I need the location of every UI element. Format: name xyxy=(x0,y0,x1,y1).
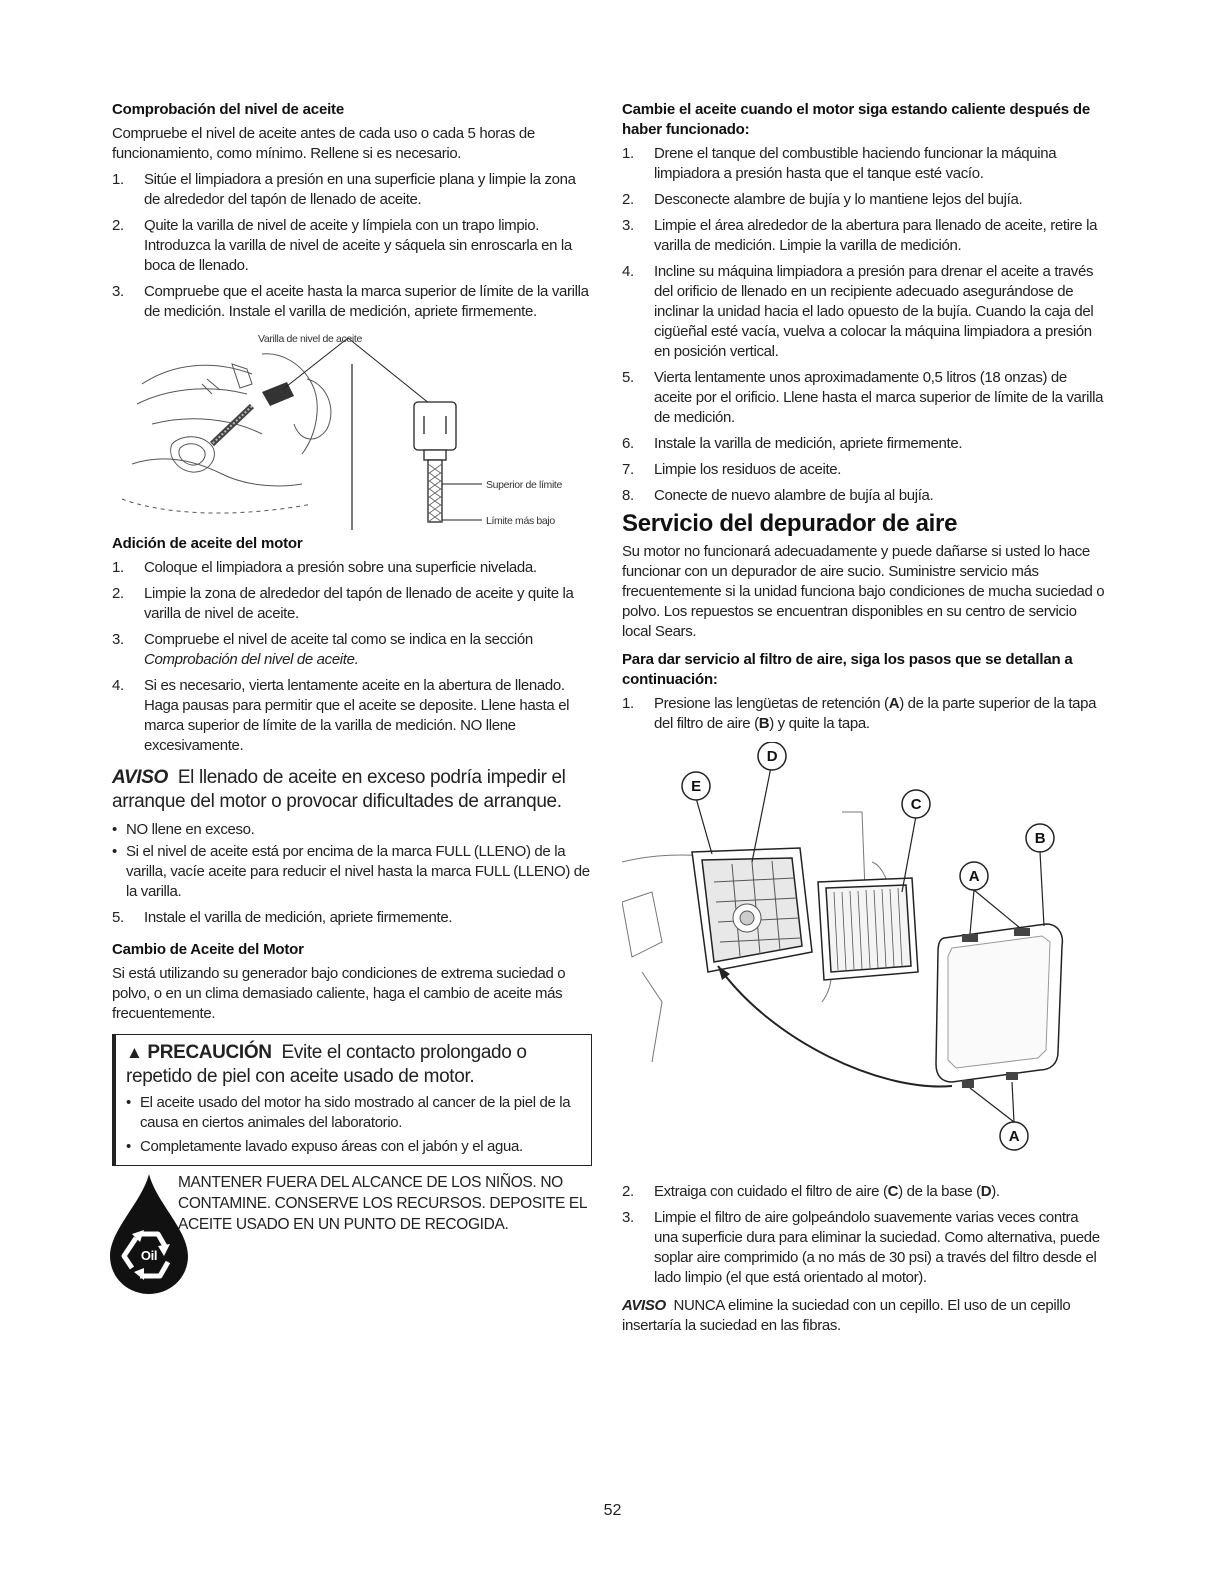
notice-bullets xyxy=(112,820,592,902)
list-item: 3. Compruebe que el aceite hasta la marca superior de límite de la varilla de medición. Instale el varilla de medición, apriete firmemente. xyxy=(112,283,589,320)
air-cleaner-steps-2-3 xyxy=(622,1182,1106,1288)
upper-limit-label: Superior de límite xyxy=(486,479,562,491)
notice-tag: AVISO xyxy=(622,1297,666,1314)
section-title-oil-check: Comprobación del nivel de aceite xyxy=(112,101,344,118)
list-item: • El aceite usado del motor ha sido mostrado al cancer de la piel de la causa en ciertos animales del laboratorio. xyxy=(126,1093,583,1133)
list-item: • NO llene en exceso. xyxy=(112,820,592,840)
oil-logo-word: Oil xyxy=(140,1248,158,1263)
notice-overfill: AVISO El llenado de aceite en exceso podría impedir el arranque del motor o provocar dificultades de arranque. xyxy=(112,767,566,812)
list-item: 4. Si es necesario, vierta lentamente aceite en la abertura de llenado. Haga pausas para permitir que el aceite se deposite. Llene hasta el marca superior de límite de la varilla de medición. NO llene excesivamente. xyxy=(112,677,570,754)
list-item: 5. Instale el varilla de medición, apriete firmemente. xyxy=(112,909,453,926)
section-title-hot-oil-change: Cambie el aceite cuando el motor siga estando caliente después de haber funcionado: xyxy=(622,101,1090,138)
list-item: 3. Limpie el filtro de aire golpeándolo suavemente varias veces contra una superficie dura para eliminar la suciedad. Como alternativa, puede soplar aire comprimido (a no más de 30 psi) a través del filtro desde el lado limpio (el que está orientado al motor). xyxy=(622,1209,1100,1286)
list-item: 1. Sitúe el limpiadora a presión en una superficie plana y limpie la zona de alrededor del tapón de llenado de aceite. xyxy=(112,171,576,208)
label-d: D xyxy=(766,748,778,765)
label-a-bottom: A xyxy=(1008,1128,1020,1145)
list-item: 5. Vierta lentamente unos aproximadamente 0,5 litros (18 onzas) de aceite por el orificio. Llene hasta el marca superior de límite de la varilla de medición. xyxy=(622,369,1104,426)
dipstick-label: Varilla de nivel de aceite xyxy=(258,333,362,345)
right-column xyxy=(622,100,1106,1342)
list-item: 3. Limpie el área alrededor de la abertura para llenado de aceite, retire la varilla de medición. Limpie la varilla de medición. xyxy=(622,217,1098,254)
list-item: 2. Quite la varilla de nivel de aceite y límpiela con un trapo limpio. Introduzca la varilla de nivel de aceite y sáquela sin enroscarla en la boca de llenado. xyxy=(112,217,572,274)
oil-recycling-notice xyxy=(112,1172,592,1292)
list-item: 4. Incline su máquina limpiadora a presión para drenar el aceite a través del orificio de llenado en un recipiente adecuado asegurándose de inclinar la unidad hacia el lado opuesto de la bujía. Cuando la caja del cigüeñal esté vacía, vuelva a colocar la máquina limpiadora a presión en posición vertical. xyxy=(622,263,1094,360)
list-item: 1. Coloque el limpiadora a presión sobre una superficie nivelada. xyxy=(112,559,537,576)
section-title-add-oil: Adición de aceite del motor xyxy=(112,535,303,552)
list-item: 3. Compruebe el nivel de aceite tal como se indica en la sección Comprobación del nivel de aceite. xyxy=(112,631,533,668)
caution-box: ▲ PRECAUCIÓN Evite el contacto prolongado o repetido de piel con aceite usado de motor. • El aceite usado del motor ha sido mostrado al cancer de la piel de la causa en ciertos animales del laboratorio. • Completamente lavado expuso áreas con el jabón y el agua. xyxy=(112,1034,592,1166)
oil-check-intro: Compruebe el nivel de aceite antes de cada uso o cada 5 horas de funcionamiento, como mínimo. Rellene si es necesario. xyxy=(112,125,535,162)
list-item: • Completamente lavado expuso áreas con el jabón y el agua. xyxy=(126,1137,583,1157)
air-cleaner-step-1 xyxy=(622,694,1106,734)
caution-tag: PRECAUCIÓN xyxy=(147,1042,272,1063)
lower-limit-label: Límite más bajo xyxy=(486,515,555,527)
section-title-oil-change: Cambio de Aceite del Motor xyxy=(112,941,304,958)
left-column xyxy=(112,100,592,1292)
air-cleaner-subtitle: Para dar servicio al filtro de aire, siga los pasos que se detallan a continuación: xyxy=(622,651,1073,688)
list-item: 1. Presione las lengüetas de retención (A) de la parte superior de la tapa del filtro de aire (B) y quite la tapa. xyxy=(622,695,1097,732)
air-filter-illustration xyxy=(622,742,1106,1182)
oil-notice-text: MANTENER FUERA DEL ALCANCE DE LOS NIÑOS. NO CONTAMINE. CONSERVE LOS RECURSOS. DEPOSITE EL ACEITE USADO EN UN PUNTO DE RECOGIDA. xyxy=(178,1174,587,1233)
list-item: 1. Drene el tanque del combustible haciendo funcionar la máquina limpiadora a presión hasta que el tanque esté vacío. xyxy=(622,145,1057,182)
label-c: C xyxy=(910,796,922,813)
notice-brush: AVISO NUNCA elimine la suciedad con un cepillo. El uso de un cepillo insertaría la suciedad en las fibras. xyxy=(622,1297,1071,1334)
air-cleaner-intro: Su motor no funcionará adecuadamente y puede dañarse si usted lo hace funcionar con un depurador de aire sucio. Suministre servicio más frecuentemente si la unidad funciona bajo condiciones de mucha suciedad o polvo. Los repuestos se encuentran disponibles en su centro de servicio local Sears. xyxy=(622,543,1105,640)
list-item: 6. Instale la varilla de medición, apriete firmemente. xyxy=(622,435,963,452)
notice-tag: AVISO xyxy=(112,767,168,788)
list-item: 2. Extraiga con cuidado el filtro de aire (C) de la base (D). xyxy=(622,1183,1000,1200)
label-e: E xyxy=(691,778,701,795)
list-item: 7. Limpie los residuos de aceite. xyxy=(622,461,842,478)
oil-change-text: Si está utilizando su generador bajo condiciones de extrema suciedad o polvo, o en un clima demasiado caliente, haga el cambio de aceite más frecuentemente. xyxy=(112,965,566,1022)
oil-check-steps xyxy=(112,170,592,322)
dipstick-illustration xyxy=(112,324,592,530)
section-reference: Comprobación del nivel de aceite. xyxy=(144,651,359,668)
warning-triangle-icon: ▲ xyxy=(126,1043,143,1062)
list-item: 2. Desconecte alambre de bujía y lo mantiene lejos del bujía. xyxy=(622,191,1023,208)
caution-bullets xyxy=(126,1093,583,1157)
air-filter-figure xyxy=(622,742,1106,1182)
dipstick-figure xyxy=(112,324,592,530)
section-title-air-cleaner: Servicio del depurador de aire xyxy=(622,510,958,537)
label-a-top: A xyxy=(968,868,980,885)
label-b: B xyxy=(1034,830,1046,847)
list-item: • Si el nivel de aceite está por encima de la marca FULL (LLENO) de la varilla, vacíe aceite para reducir el nivel hasta la marca FULL (LLENO) de la varilla. xyxy=(112,842,592,902)
add-oil-step-5 xyxy=(112,908,592,928)
list-item: 8. Conecte de nuevo alambre de bujía al bujía. xyxy=(622,487,934,504)
page-number: 52 xyxy=(603,1502,622,1519)
add-oil-steps xyxy=(112,558,592,756)
hot-oil-change-steps xyxy=(622,144,1106,506)
list-item: 2. Limpie la zona de alrededor del tapón de llenado de aceite y quite la varilla de nivel de aceite. xyxy=(112,585,574,622)
